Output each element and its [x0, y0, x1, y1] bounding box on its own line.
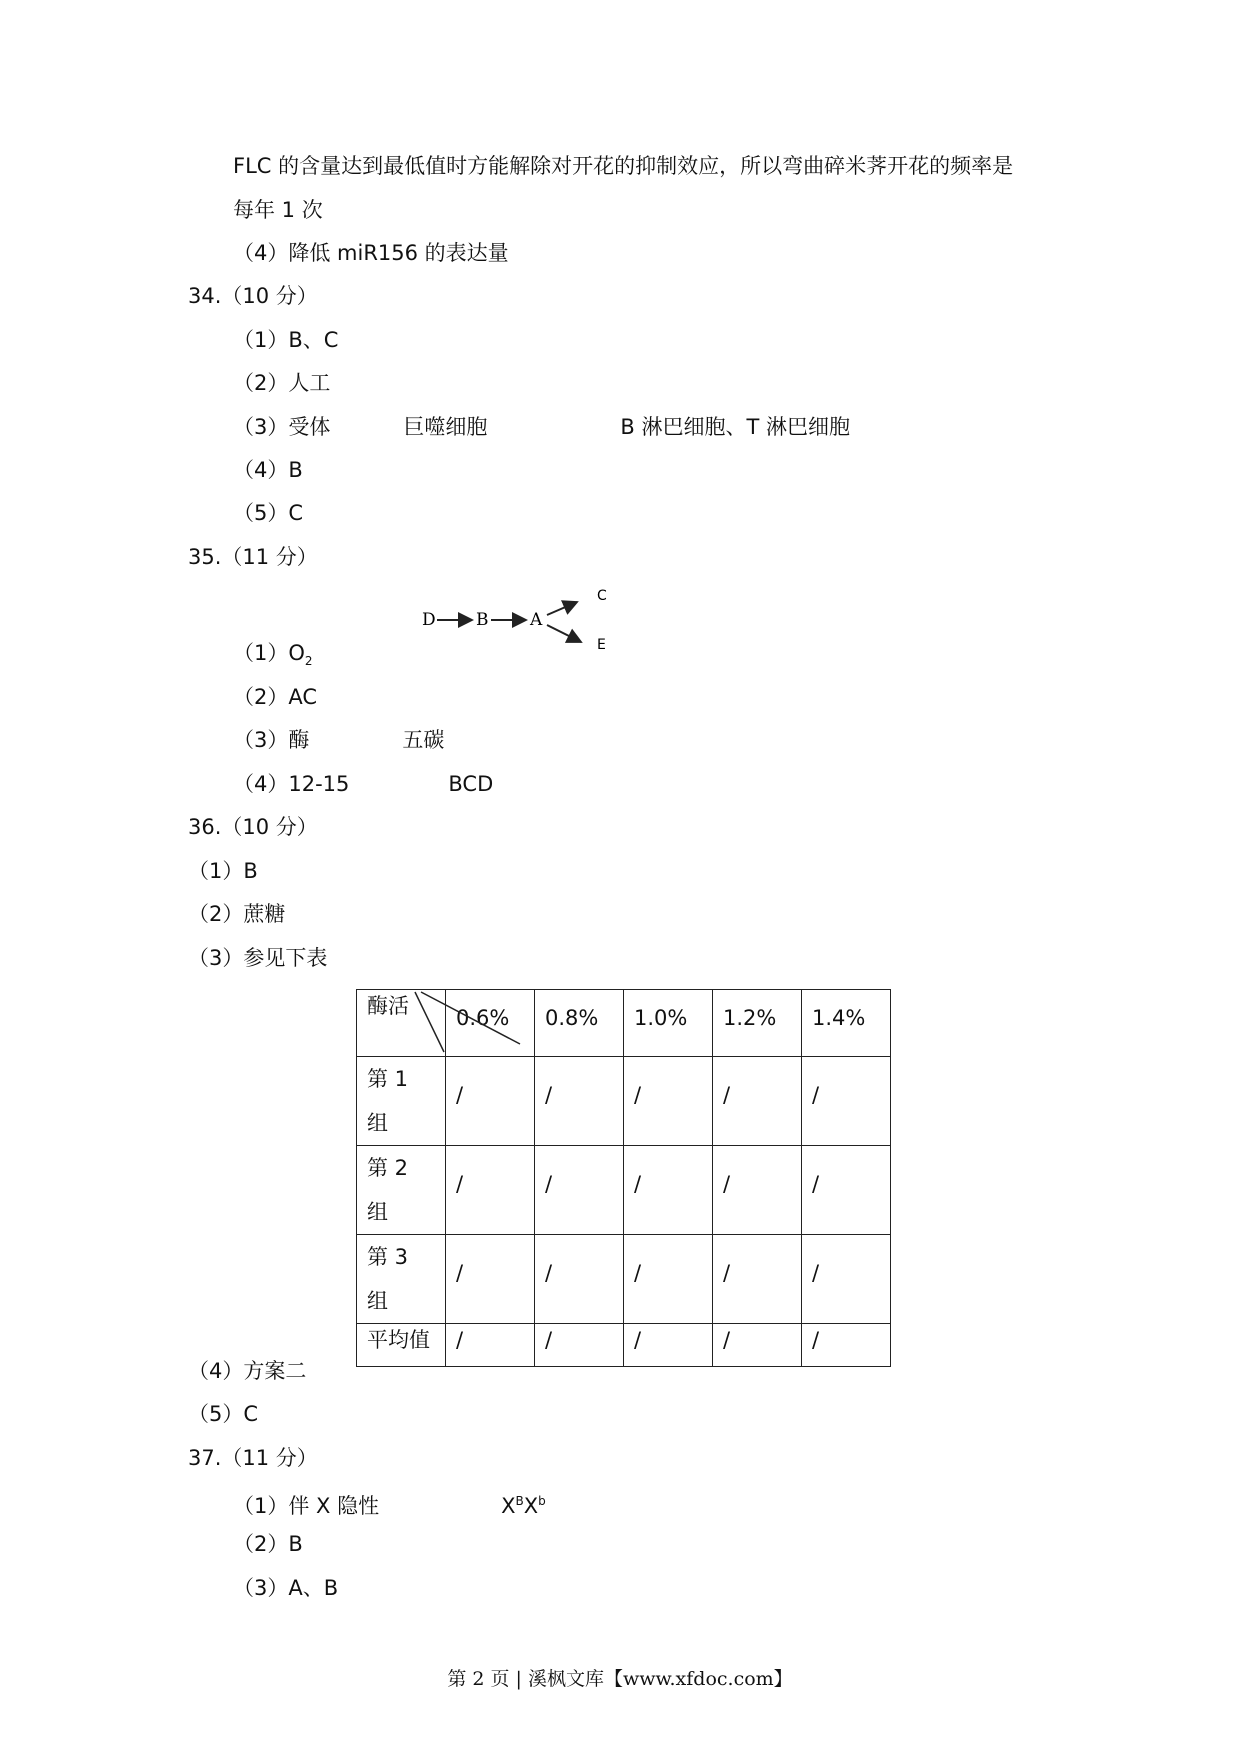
q35-answer-1: [233, 639, 313, 675]
table-cell: /: [535, 1235, 624, 1324]
row-label-b: 组: [367, 1111, 388, 1135]
table-cell: /: [535, 1324, 624, 1367]
table-cell: /: [802, 1146, 891, 1235]
enzyme-activity-table: [356, 989, 891, 1367]
table-cell: /: [624, 1324, 713, 1367]
q36-answer-4: （4）方案二: [188, 1359, 307, 1383]
table-cell: /: [802, 1324, 891, 1367]
q36-answer-1: （1）B: [188, 859, 258, 883]
node-a: A: [530, 610, 543, 630]
q34-answer-3-c: B 淋巴细胞、T 淋巴细胞: [620, 415, 850, 439]
q37-answer-1-label: （1）伴 X 隐性: [233, 1494, 380, 1518]
table-cell: /: [535, 1057, 624, 1146]
row-label-a: 第 3: [367, 1245, 409, 1269]
intro-line-1: FLC 的含量达到最低值时方能解除对开花的抑制效应，所以弯曲碎米荠开花的频率是: [233, 154, 1014, 178]
q37-title: 37.（11 分）: [188, 1446, 318, 1470]
table-row: [357, 1057, 891, 1146]
q37-answer-2: （2）B: [233, 1532, 303, 1556]
q34-answer-3-b: 巨噬细胞: [403, 415, 488, 439]
table-cell: /: [802, 1057, 891, 1146]
q35-answer-3-label: （3）酶: [233, 728, 310, 752]
q36-answer-2: （2）蔗糖: [188, 902, 286, 926]
row-label: [357, 1057, 446, 1146]
diagonal-lines: [357, 990, 537, 1052]
table-header-row: [357, 990, 891, 1057]
q34-answer-2: （2）人工: [233, 371, 331, 395]
column-header: 0.8%: [535, 990, 624, 1057]
table-cell: /: [446, 1235, 535, 1324]
q35-answer-1-text: （1）O: [233, 641, 305, 665]
column-header: 1.0%: [624, 990, 713, 1057]
table-cell: /: [535, 1146, 624, 1235]
node-b: B: [476, 610, 489, 630]
table-cell: /: [713, 1324, 802, 1367]
row-label: [357, 1146, 446, 1235]
arrow-a-e: [547, 625, 581, 642]
table-cell: /: [802, 1235, 891, 1324]
table-cell: /: [624, 1146, 713, 1235]
q34-answer-1: （1）B、C: [233, 328, 339, 352]
q34-answer-3: [233, 413, 850, 441]
corner-label: 酶活: [367, 994, 409, 1018]
q35-title: 35.（11 分）: [188, 545, 318, 569]
q35-answer-4-label: （4）12-15: [233, 772, 350, 796]
column-header: 1.4%: [802, 990, 891, 1057]
o2-subscript: 2: [304, 654, 313, 669]
genotype-x2: X: [523, 1494, 539, 1518]
column-header: 0.6%: [446, 990, 535, 1057]
intro-line-2: 每年 1 次: [233, 198, 323, 222]
q34-title: 34.（10 分）: [188, 284, 318, 308]
table-cell: /: [713, 1146, 802, 1235]
q36-title: 36.（10 分）: [188, 815, 318, 839]
row-label-b: 组: [367, 1289, 388, 1313]
row-label-a: 第 2: [367, 1156, 409, 1180]
q36-answer-3: （3）参见下表: [188, 946, 328, 970]
q35-answer-3: [233, 726, 444, 754]
genotype-sup-b-upper: B: [515, 1494, 524, 1508]
table-corner-cell: [357, 990, 446, 1057]
q34-answer-5: （5）C: [233, 501, 304, 525]
table-cell: /: [446, 1057, 535, 1146]
q36-answer-5: （5）C: [188, 1402, 259, 1426]
column-header: 1.2%: [713, 990, 802, 1057]
q37-answer-1: [233, 1487, 546, 1520]
table-cell: /: [446, 1324, 535, 1367]
q34-answer-3-label: （3）受体: [233, 415, 331, 439]
row-label: [357, 1235, 446, 1324]
genotype-x1: X: [501, 1494, 516, 1518]
table-average-row: [357, 1324, 891, 1367]
flow-diagram: [420, 585, 620, 665]
row-label-a: 第 1: [367, 1067, 409, 1091]
table-cell: /: [446, 1146, 535, 1235]
q35-answer-2: （2）AC: [233, 685, 318, 709]
node-c: C: [597, 588, 607, 604]
q35-answer-4-b: BCD: [448, 772, 494, 796]
table-cell: /: [624, 1057, 713, 1146]
arrow-a-c: [547, 602, 577, 615]
average-label: 平均值: [357, 1324, 446, 1367]
page-footer: 第 2 页 | 溪枫文库【www.xfdoc.com】: [447, 1668, 793, 1690]
q34-answer-4: （4）B: [233, 458, 303, 482]
table-row: [357, 1146, 891, 1235]
q35-answer-3-b: 五碳: [402, 728, 445, 752]
q37-answer-3: （3）A、B: [233, 1576, 339, 1600]
intro-answer-4: （4）降低 miR156 的表达量: [233, 241, 509, 265]
table-cell: /: [713, 1057, 802, 1146]
table-cell: /: [624, 1235, 713, 1324]
table-cell: /: [713, 1235, 802, 1324]
q35-answer-4: [233, 770, 493, 798]
row-label-b: 组: [367, 1200, 388, 1224]
node-d: D: [422, 610, 436, 630]
genotype-sup-b-lower: b: [538, 1494, 546, 1508]
table-row: [357, 1235, 891, 1324]
node-e: E: [597, 637, 606, 653]
